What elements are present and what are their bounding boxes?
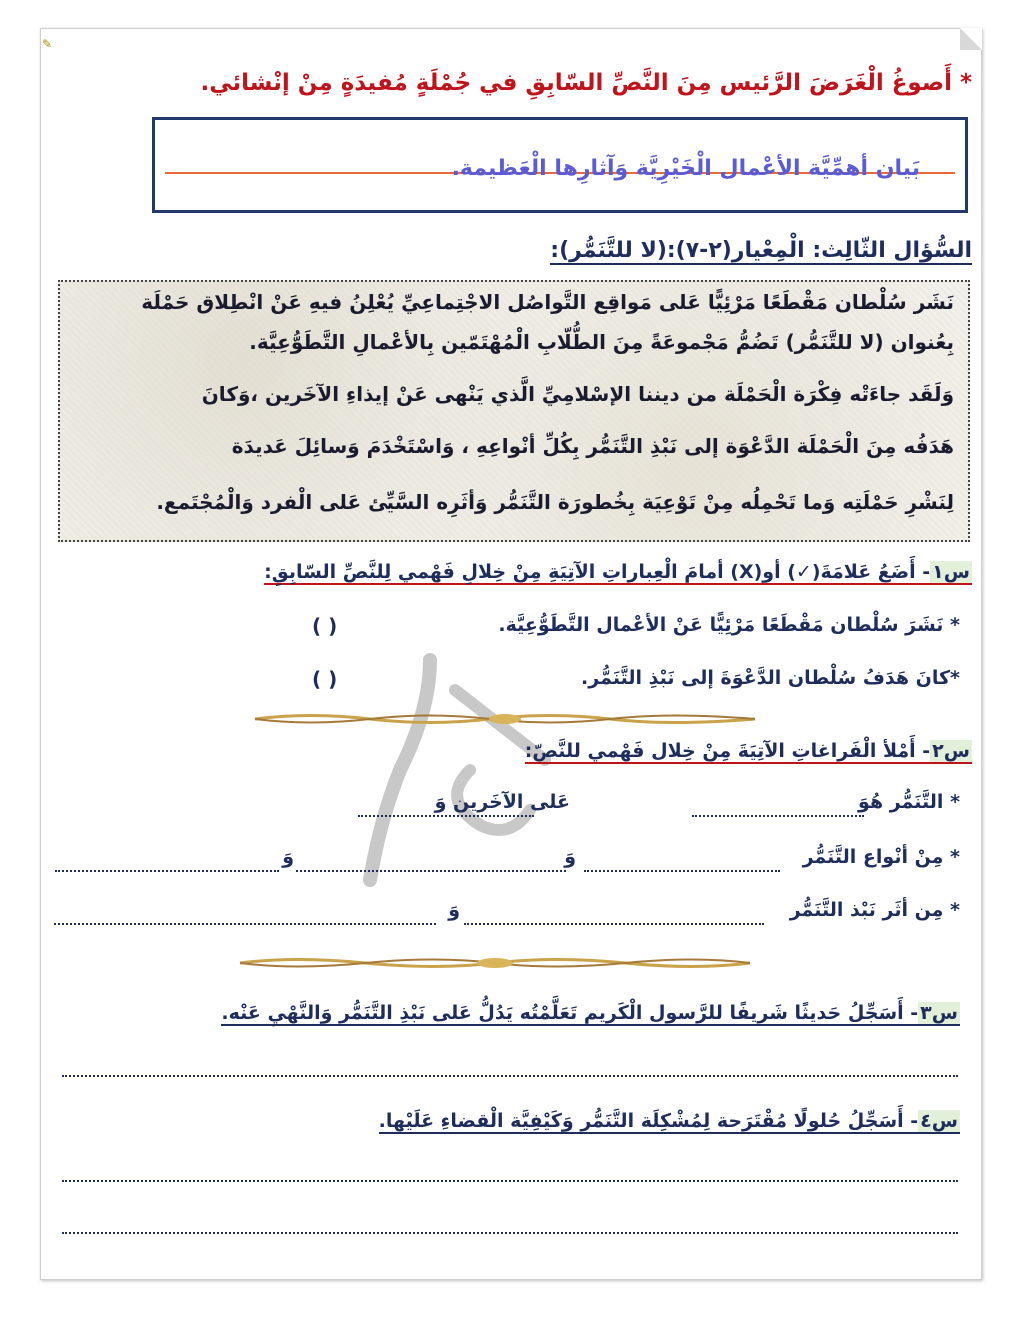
section-title: السُّؤال الثّالِث: الْمِعْيار(٢-٧):(لا للتَّنَمُّر): (550, 238, 972, 263)
q1-header (264, 561, 972, 583)
q2-line1-prefix: * التَّنَمُّر هُوَ (858, 791, 960, 813)
reading-passage (58, 280, 970, 542)
q4-instruction: - أَسَجِّلُ حُلولًا مُقْتَرَحة لِمُشْكِلَة التَّنَمُّر وَكَيْفِيَّة الْقضاءِ عَلَيْها. (378, 1110, 919, 1132)
q1-item-text: *كانَ هَدَفُ سُلْطان الدَّعْوَةَ إلى نَبْذِ التَّنَمُّر. (581, 667, 960, 689)
q2-label: س٢ (932, 740, 970, 762)
q1-item (498, 614, 960, 636)
blank-field[interactable] (55, 870, 279, 872)
passage-line: نَشَر سُلْطان مَقْطَعًا مَرْئِيًّا عَلى مَواقِع التَّواصُل الاجْتِماعِيِّ يُعْلِنُ فيهِ عَنْ انْطِلاق حَمْلَة (141, 290, 954, 314)
blank-field[interactable] (464, 923, 764, 925)
q3-label: س٣ (920, 1002, 958, 1024)
passage-line: وَلَقَد جاءَتْه فِكْرَة الْحَمْلَة من ديننا الإسْلامِيِّ الَّذي يَنْهى عَنْ إيذاءِ الآخَرين ،وَكانَ (201, 382, 954, 406)
q1-item (581, 667, 960, 689)
q2-line3-and: وَ (448, 899, 460, 921)
q2-line2-and: وَ (564, 846, 576, 868)
answer-line[interactable] (62, 1232, 958, 1234)
q3-header (221, 1002, 960, 1024)
q2-line2-and2: وَ (282, 846, 294, 868)
blank-field[interactable] (296, 870, 566, 872)
answer-line[interactable] (62, 1075, 958, 1077)
q4-header (379, 1110, 960, 1132)
task-title: * أَصوغُ الْغَرَضَ الرَّئيس مِنَ النَّصِّ السّابِقِ في جُمْلَةٍ مُفيدَةٍ مِنْ إنْشائي. (200, 70, 972, 96)
passage-line: هَدَفُه مِنَ الْحَمْلَة الدَّعْوَة إلى نَبْذِ التَّنَمُّر بِكُلِّ أنْواعِهِ ، وَاسْتَخْدَمَ وَسائِلَ عَديدَة (231, 434, 954, 458)
worksheet-page (40, 28, 982, 1280)
q4-label: س٤ (920, 1110, 958, 1132)
q3-instruction: - أَسَجِّلُ حَديثًا شَريفًا للرَّسول الْكَريم تَعَلَّمْتُه يَدُلُّ عَلى نَبْذِ التَّنَمُّر وَالنَّهْيِ عَنْه. (221, 1002, 919, 1024)
q2-line2-prefix: * مِنْ أنْواع التَّنَمُّر (802, 846, 960, 868)
blank-field[interactable] (54, 923, 436, 925)
blank-field[interactable] (358, 815, 534, 817)
answer-line[interactable] (62, 1180, 958, 1182)
q2-instruction: - أَمْلأ الْفَراغاتِ الآتِيَةَ مِنْ خِلال فَهْمي للنَّصّ: (524, 740, 931, 762)
blank-field[interactable] (584, 870, 780, 872)
q2-line-types (803, 846, 960, 868)
q2-line3-prefix: * مِن أثَر نَبْذ التَّنَمُّر (789, 899, 960, 921)
passage-line: لِنَشْرِ حَمْلَتِه وَما تَحْمِلُه مِنْ تَوْعِيَة بِخُطورَة التَّنَمُّر وَأثَرِه السَّيِّئ عَلى الْفرد وَالْمُجْتَمع. (156, 490, 954, 514)
q2-header (525, 740, 972, 762)
ornament-divider (235, 956, 755, 970)
q2-line1-mid: عَلى الآخَرين وَ (434, 791, 570, 813)
pin-icon: ✎ (42, 37, 53, 51)
q1-answer-box[interactable]: ( ) (312, 667, 338, 691)
page-fold-corner (960, 28, 982, 50)
q2-line-definition (858, 791, 960, 813)
q1-instruction: - أَضَعُ عَلامَةَ(✓) أو(X) أمامَ الْعِباراتِ الآتِيَةِ مِنْ خِلالِ فَهْمي لِلنَّصِّ السّابِقِ: (264, 561, 931, 583)
passage-line: بِعُنوان (لا للتَّنَمُّر) تَضُمُّ مَجْموعَةً مِنَ الطُّلّابِ الْمُهْتَمّين بِالأعْمالِ التَّطَوُّعِيَّة. (249, 330, 954, 354)
q1-label: س١ (932, 561, 970, 583)
blank-field[interactable] (692, 815, 864, 817)
q1-item-text: * نَشَرَ سُلْطان مَقْطَعًا مَرْئِيًّا عَنْ الأعْمال التَّطَوُّعِيَّة. (498, 614, 960, 636)
q2-line-effect (790, 899, 960, 921)
answer-box (152, 117, 968, 213)
q1-answer-box[interactable]: ( ) (312, 614, 338, 638)
answer-text[interactable]: بَيان أهمِّيَّة الأعْمال الْخَيْرِيَّة وَآثارِها الْعَظيمة. (451, 156, 920, 181)
ornament-divider (250, 712, 760, 726)
